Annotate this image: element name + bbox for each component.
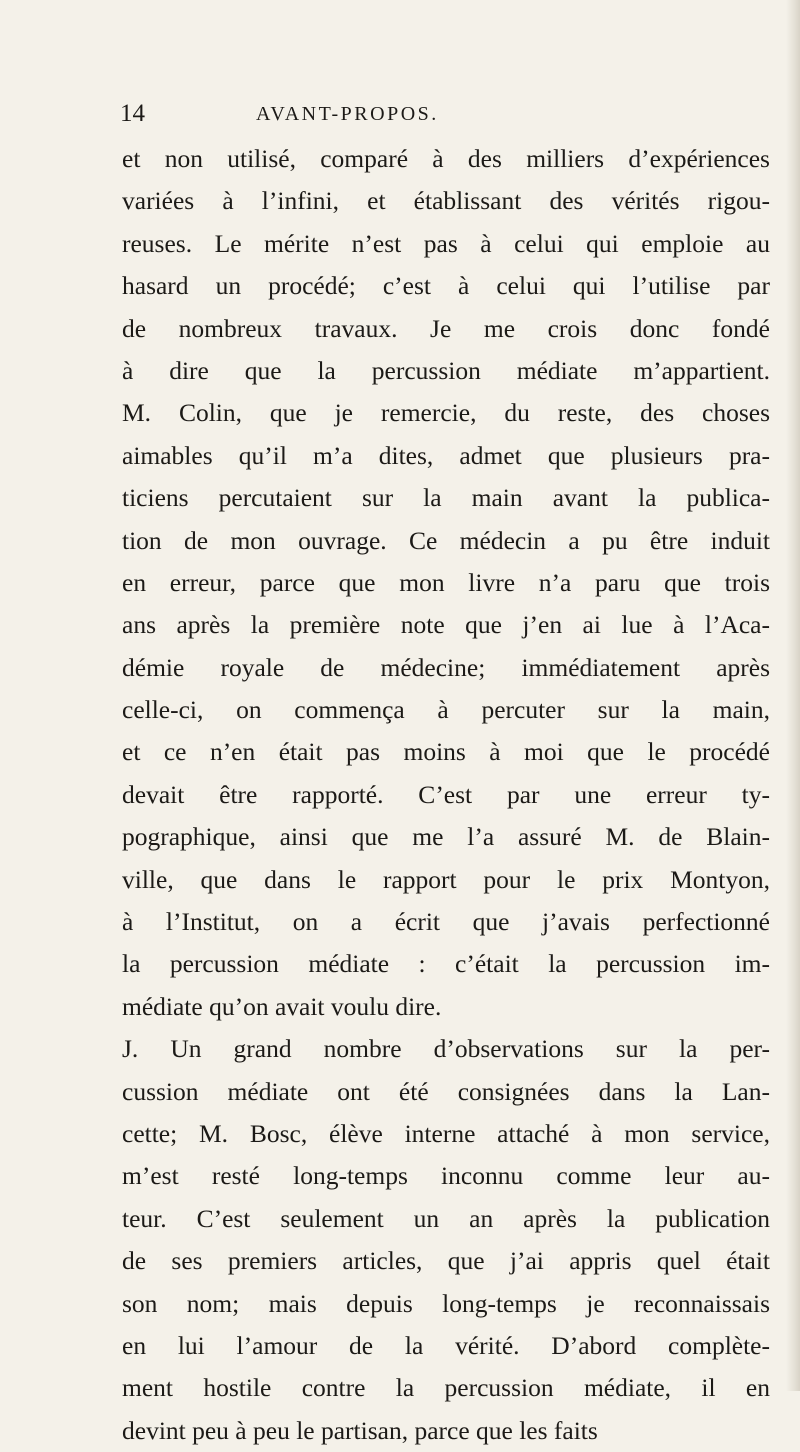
text-line: en lui l’amour de la vérité. D’abord complète- xyxy=(122,1330,770,1360)
text-line: son nom; mais depuis long-temps je reconnaissais xyxy=(122,1288,770,1318)
page-number: 14 xyxy=(120,100,145,127)
text-line: hasard un procédé; c’est à celui qui l’utilise par xyxy=(122,271,770,301)
text-line: tion de mon ouvrage. Ce médecin a pu être induit xyxy=(122,525,770,555)
text-line: devint peu à peu le partisan, parce que les faits xyxy=(122,1415,598,1445)
text-line: la percussion médiate : c’était la percussion im- xyxy=(122,949,770,979)
text-line: variées à l’infini, et établissant des vérités rigou- xyxy=(122,186,770,216)
text-line: cette; M. Bosc, élève interne attaché à mon service, xyxy=(122,1118,770,1148)
text-line: en erreur, parce que mon livre n’a paru que trois xyxy=(122,567,770,597)
running-head xyxy=(120,96,720,132)
text-line: de ses premiers articles, que j’ai appris quel était xyxy=(122,1246,770,1276)
body-text xyxy=(122,138,770,1452)
text-line: cussion médiate ont été consignées dans la Lan- xyxy=(122,1076,770,1106)
text-line: à dire que la percussion médiate m’appartient. xyxy=(122,355,770,385)
text-line: ment hostile contre la percussion médiate, il en xyxy=(122,1373,770,1403)
text-line: M. Colin, que je remercie, du reste, des choses xyxy=(122,398,770,428)
text-line: médiate qu’on avait voulu dire. xyxy=(122,991,442,1021)
page-edge-shadow xyxy=(786,0,800,1391)
text-line: teur. C’est seulement un an après la publication xyxy=(122,1203,770,1233)
text-line: ticiens percutaient sur la main avant la publica- xyxy=(122,483,770,513)
text-line: ville, que dans le rapport pour le prix Montyon, xyxy=(122,864,770,894)
text-line: m’est resté long-temps inconnu comme leur au- xyxy=(122,1161,770,1191)
text-line: ans après la première note que j’en ai lue à l’Aca- xyxy=(122,610,770,640)
section-title: AVANT-PROPOS. xyxy=(256,103,439,125)
text-line: démie royale de médecine; immédiatement après xyxy=(122,652,770,682)
text-line: J. Un grand nombre d’observations sur la per- xyxy=(122,1034,770,1064)
text-line: à l’Institut, on a écrit que j’avais perfectionné xyxy=(122,907,770,937)
text-line: devait être rapporté. C’est par une erreur ty- xyxy=(122,779,770,809)
text-line: et non utilisé, comparé à des milliers d’expériences xyxy=(122,144,770,173)
text-line: reuses. Le mérite n’est pas à celui qui emploie au xyxy=(122,228,770,258)
text-line: et ce n’en était pas moins à moi que le procédé xyxy=(122,737,770,767)
text-line: celle-ci, on commença à percuter sur la main, xyxy=(122,695,770,725)
text-line: pographique, ainsi que me l’a assuré M. de Blain- xyxy=(122,822,770,852)
text-line: aimables qu’il m’a dites, admet que plusieurs pra- xyxy=(122,440,770,470)
text-line: de nombreux travaux. Je me crois donc fondé xyxy=(122,313,770,343)
